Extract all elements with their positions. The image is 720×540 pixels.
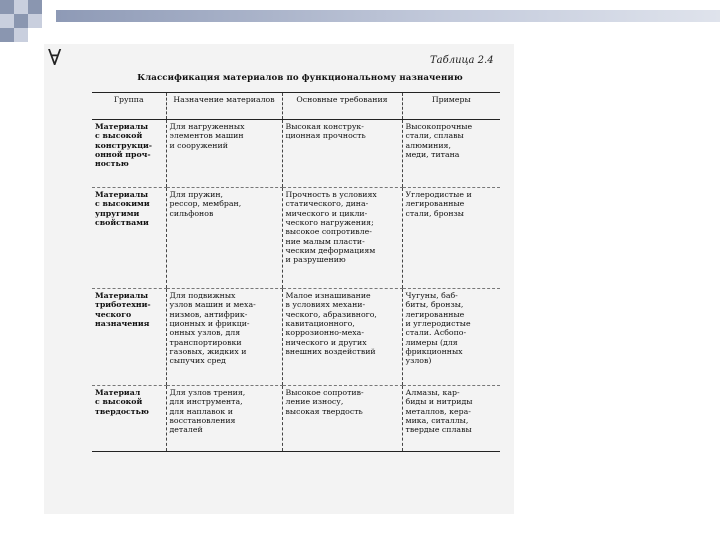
cell-line: Для нагруженных [169,122,245,131]
cell-line: Для подвижных [169,291,236,301]
cell-line: и сооружений [169,140,228,150]
cell-group [92,120,166,188]
cell-line: Материалы [95,190,149,200]
cell-line: статического, дина- [285,199,369,209]
cell-line: кавитационного, [285,319,355,329]
cell-line: металлов, кера- [405,406,471,416]
cell-line: для наплавок и [169,406,233,416]
checker-square [14,28,28,42]
cell-purpose [166,385,282,451]
cell-line: ние малым пласти- [285,236,365,246]
cell-line: сыпучих сред [169,356,226,366]
cell-line: мика, ситаллы, [405,416,469,426]
cell-line: стали, бронзы [405,208,464,218]
cell-line: восстановления [169,416,236,426]
cell-line: твердостью [95,406,149,416]
cell-examples [402,120,500,188]
checker-square [14,0,28,14]
header-requirements: Основные требования [282,93,402,120]
cell-line: ностью [95,159,129,169]
cell-line: высокое сопротивле- [285,227,372,237]
table-title: Классификация материалов по функциональному назначению [137,73,463,83]
table-row [92,188,500,289]
cell-line: Углеродистые и [405,190,472,200]
table-header-row [92,93,500,120]
cell-line: ческим деформациям [285,246,376,256]
cell-line: деталей [169,425,203,435]
cell-line: для инструмента, [169,397,243,407]
checker-square [28,14,42,28]
cell-line: в условиях механи- [285,300,366,310]
cell-line: сильфонов [169,208,214,218]
cell-line: ционная прочность [285,131,366,141]
cell-line: ческого [95,309,132,319]
cell-line: Материал [95,387,141,397]
cell-line: узлов) [405,356,432,366]
cell-line: низмов, антифрик- [169,309,248,319]
cell-line: свойствами [95,218,149,228]
cell-line: Материалы [95,122,149,131]
cell-line: Алмазы, кар- [405,387,460,397]
cell-line: с высокой [95,131,143,141]
cell-purpose [166,289,282,386]
cell-line: и разрушению [285,255,346,265]
cell-line: меди, титана [405,150,460,160]
cell-line: Малое изнашивание [285,291,371,301]
cell-line: алюминия, [405,140,451,150]
cell-line: элементов машин [169,131,244,141]
cell-line: Высокое сопротив- [285,387,364,397]
cell-line: лимеры (для [405,337,458,347]
table-body [92,120,500,452]
cell-line: легированные [405,309,465,319]
cell-line: с высокой [95,397,143,407]
cell-line: ционных и фрикци- [169,319,250,329]
slide-header-decoration [0,0,720,40]
cell-line: газовых, жидких и [169,347,247,357]
corner-mark: ∀ [48,46,62,71]
cell-purpose [166,120,282,188]
cell-group [92,385,166,451]
table-number-label: Таблица 2.4 [430,55,494,66]
cell-line: Для узлов трения, [169,387,246,397]
header-gradient-band [56,10,720,22]
cell-examples [402,385,500,451]
cell-examples [402,289,500,386]
cell-line: внешних воздействий [285,347,376,357]
cell-line: нического и других [285,337,367,347]
cell-group [92,188,166,289]
checker-square [28,0,42,14]
cell-requirements [282,188,402,289]
cell-line: узлов машин и меха- [169,300,256,310]
cell-line: мического и цикли- [285,208,368,218]
cell-line: биты, бронзы, [405,300,464,310]
cell-line: онных узлов, для [169,328,241,338]
cell-line: с высокими [95,199,150,209]
cell-requirements [282,289,402,386]
cell-line: Материалы [95,291,149,301]
cell-line: триботехни- [95,300,151,310]
cell-line: ление износу, [285,397,344,407]
cell-line: конструкци- [95,140,152,150]
header-purpose: Назначение материалов [166,93,282,120]
cell-line: назначения [95,319,150,329]
cell-requirements [282,385,402,451]
cell-purpose [166,188,282,289]
cell-line: Высокая конструк- [285,122,364,131]
table-row [92,289,500,386]
table-row [92,385,500,451]
classification-table [92,92,500,452]
cell-line: Прочность в условиях [285,190,377,200]
cell-group [92,289,166,386]
checker-square [14,14,28,28]
cell-line: онной проч- [95,150,151,160]
cell-line: стали, сплавы [405,131,464,141]
cell-line: стали. Асбопо- [405,328,467,338]
cell-line: Чугуны, баб- [405,291,458,301]
cell-line: Для пружин, [169,190,224,200]
cell-line: твердые сплавы [405,425,472,435]
cell-line: легированные [405,199,465,209]
cell-examples [402,188,500,289]
cell-line: высокая твердость [285,406,363,416]
cell-line: упругими [95,208,140,218]
cell-requirements [282,120,402,188]
cell-line: рессор, мембран, [169,199,242,209]
checker-square [0,14,14,28]
cell-line: Высокопрочные [405,122,473,131]
cell-line: коррозионно-меха- [285,328,364,338]
cell-line: и углеродистые [405,319,471,329]
header-examples: Примеры [402,93,500,120]
header-group: Группа [92,93,166,120]
cell-line: фрикционных [405,347,463,357]
checker-square [0,0,14,14]
checker-square [0,28,14,42]
cell-line: ческого, абразивного, [285,309,377,319]
table-row [92,120,500,188]
cell-line: биды и нитриды [405,397,473,407]
cell-line: ческого нагружения; [285,218,374,228]
cell-line: транспортировки [169,337,242,347]
